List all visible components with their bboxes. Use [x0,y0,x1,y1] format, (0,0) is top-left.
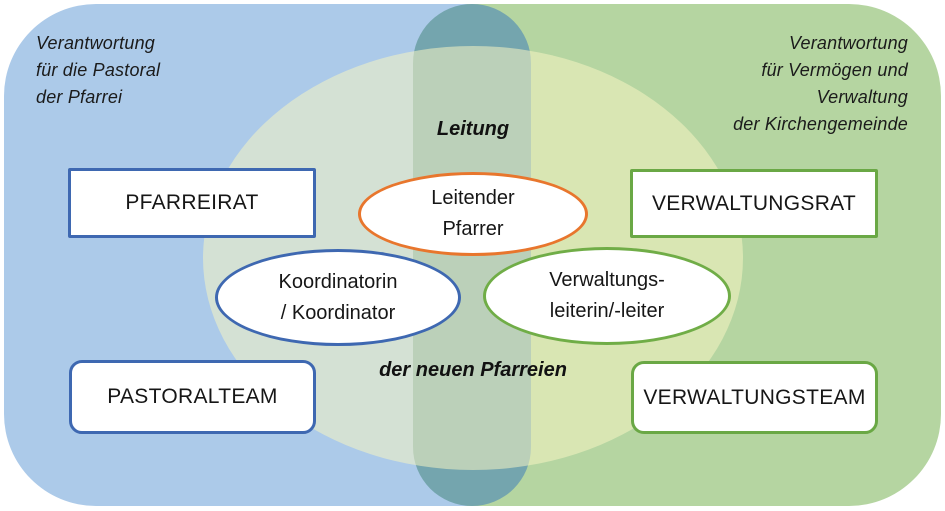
verwaltungsteam-box-label: VERWALTUNGSTEAM [643,385,866,409]
neue-pfarreien-label: der neuen Pfarreien [379,359,567,381]
verwaltung-caption [733,30,908,138]
verwaltungsleitung-line: leiterin/-leiter [549,300,665,322]
leitender-pfarrer-line: Leitender [431,187,515,209]
verwaltungsrat-box-label: VERWALTUNGSRAT [651,191,857,215]
koordinator-line: / Koordinator [280,301,396,324]
verwaltung-caption-line: für Vermögen und [761,60,908,80]
pastoral-caption-line: für die Pastoral [36,60,161,80]
pastoral-caption-line: Verantwortung [36,33,156,53]
pfarreirat-box [68,168,316,238]
pastoralteam-box-label: PASTORALTEAM [107,385,278,408]
leitender-pfarrer-line: Pfarrer [442,218,504,240]
koordinator-line: Koordinatorin [278,270,398,293]
verwaltung-caption-line: der Kirchengemeinde [733,114,908,134]
verwaltungsleitung-line: Verwaltungs- [549,269,665,291]
pastoral-caption [36,30,160,111]
verwaltung-caption-line: Verwaltung [816,87,908,107]
pastoral-caption-line: der Pfarrei [36,87,123,107]
verwaltung-caption-line: Verantwortung [788,33,908,53]
verwaltungsrat-box [630,169,878,238]
verwaltungsteam-box [631,361,878,434]
leitung-label: Leitung [436,118,510,140]
pfarreirat-box-label: PFARREIRAT [125,191,259,214]
verwaltungsleitung-ellipse [483,247,731,345]
koordinator-ellipse [215,249,461,346]
pastoralteam-box [69,360,316,434]
leitender-pfarrer-ellipse [358,172,588,256]
